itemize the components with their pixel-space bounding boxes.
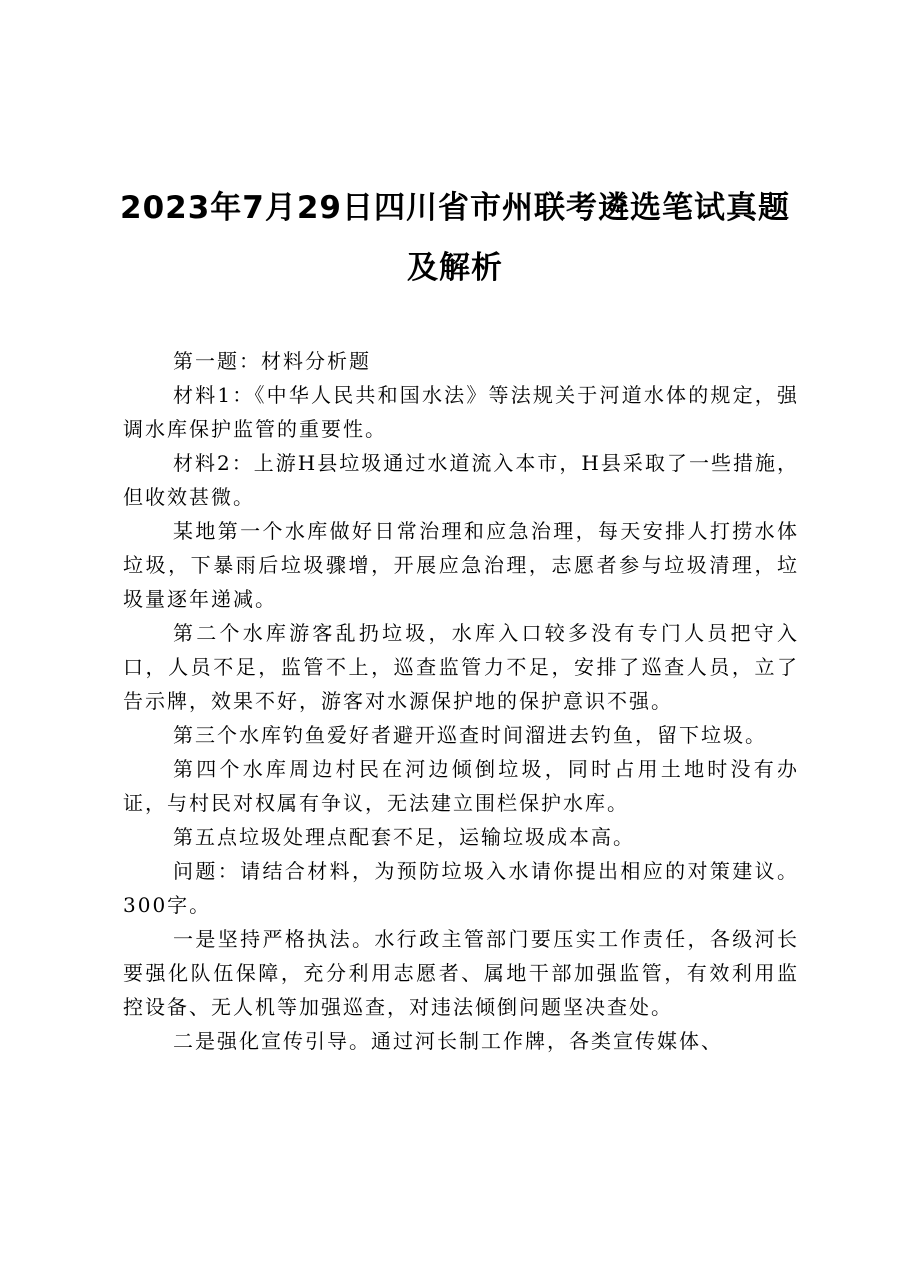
title-line-1: 2023年7月29日四川省市州联考遴选笔试真题 <box>120 190 790 226</box>
paragraph: 第四个水库周边村民在河边倾倒垃圾，同时占用土地时没有办证，与村民对权属有争议，无法建立围栏保护水库。 <box>123 757 799 815</box>
paragraph: 材料2：上游H县垃圾通过水道流入本市，H县采取了一些措施，但收效甚微。 <box>123 451 799 509</box>
title-line-2: 及解析 <box>407 250 503 286</box>
paragraph: 第一题：材料分析题 <box>173 349 371 373</box>
paragraph: 第二个水库游客乱扔垃圾，水库入口较多没有专门人员把守入口，人员不足，监管不上，巡查监管力不足，安排了巡查人员，立了告示牌，效果不好，游客对水源保护地的保护意识不强。 <box>123 621 799 713</box>
document-title <box>100 178 810 298</box>
paragraph: 第三个水库钓鱼爱好者避开巡查时间溜进去钓鱼，留下垃圾。 <box>173 723 767 747</box>
paragraph: 一是坚持严格执法。水行政主管部门要压实工作责任，各级河长要强化队伍保障，充分利用志愿者、属地干部加强监管，有效利用监控设备、无人机等加强巡查，对违法倾倒问题坚决查处。 <box>123 927 799 1019</box>
paragraph: 某地第一个水库做好日常治理和应急治理，每天安排人打捞水体垃圾，下暴雨后垃圾骤增，开展应急治理，志愿者参与垃圾清理，垃圾量逐年递减。 <box>123 519 799 611</box>
document-body <box>123 344 799 1058</box>
paragraph: 二是强化宣传引导。通过河长制工作牌，各类宣传媒体、 <box>173 1029 723 1053</box>
paragraph: 第五点垃圾处理点配套不足，运输垃圾成本高。 <box>173 825 635 849</box>
paragraph: 问题：请结合材料，为预防垃圾入水请你提出相应的对策建议。300字。 <box>123 859 799 917</box>
paragraph: 材料1：《中华人民共和国水法》等法规关于河道水体的规定，强调水库保护监管的重要性。 <box>123 383 799 441</box>
